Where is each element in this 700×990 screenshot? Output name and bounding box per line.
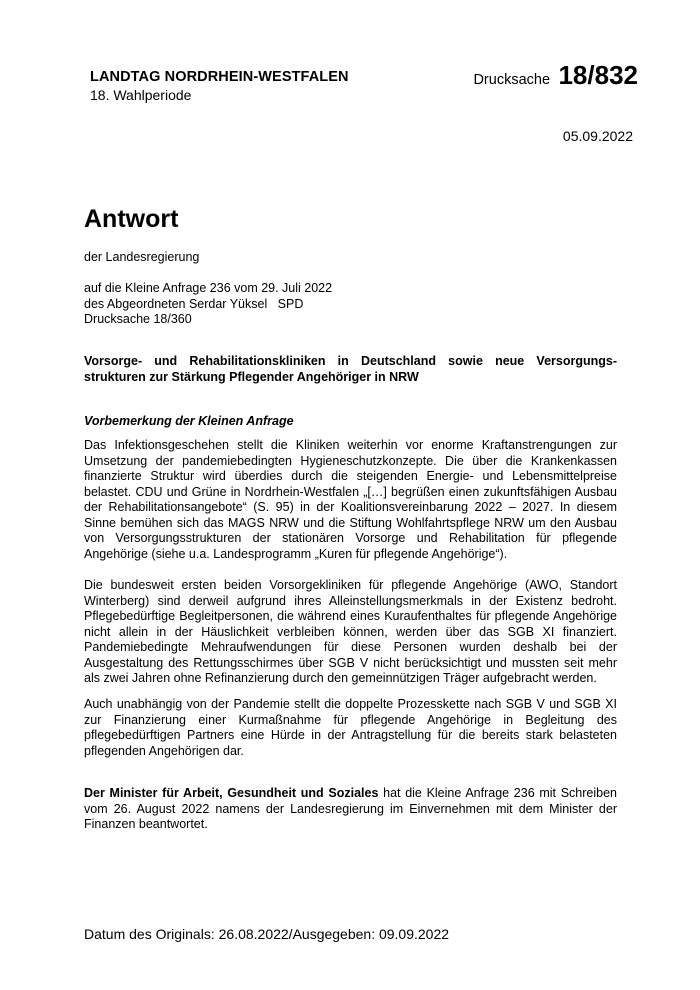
document-date: 05.09.2022 [562, 128, 633, 144]
document-title: Antwort [84, 205, 179, 233]
minister-statement: hat die Kleine Anfrage 236 mit Schreiben vom 26. August 2022 namens der Landesregierung im Einvernehmen mit dem Minister der Finanzen beantwortet. [84, 786, 617, 831]
footer-dates: Datum des Originals: 26.08.2022/Ausgegeben: 09.09.2022 [84, 926, 450, 942]
drucksache-block [473, 60, 638, 91]
drucksache-number: 18/832 [558, 60, 638, 90]
body-paragraph: Die bundesweit ersten beiden Vorsorgekliniken für pflegende Angehörige (AWO, Standort Winterberg) sind derweil aufgrund ihres Alleinstellungsmerkmals in der Existenz bedroht. Pflegebedürftige Begleitpersonen, die während eines Kuraufenthaltes für pflegende Angehörige nicht allein in der Häuslichkeit verbleiben können, werden über das SGB XI finanziert. Pandemiebedingte Mehraufwendungen für diese Personen wurden deshalb bei der Ausgestaltung des Rettungsschirmes über SGB V nicht berücksichtigt und mussten seit mehr als zwei Jahren ohne Refinanzierung durch den gemeinnützigen Träger aufgebracht werden. [84, 578, 617, 685]
inquiry-line: des Abgeordneten Serdar Yüksel SPD [84, 296, 304, 311]
inquiry-reference [84, 281, 332, 328]
inquiry-topic: Vorsorge- und Rehabilitationskliniken in Deutschland sowie neue Versorgungs-strukturen zur Stärkung Pflegender Angehöriger in NRW [84, 354, 617, 384]
body-paragraph: Das Infektionsgeschehen stellt die Kliniken weiterhin vor enorme Kraftanstrengungen zur Umsetzung der pandemiebedingten Hygieneschutzkonzepte. Die über die Krankenkassen finanzierte Struktur wird überdies durch die steigenden Energie- und Lebensmittelpreise belastet. CDU und Grüne in Nordrhein-Westfalen „[…] begrüßen einen zukunftsfähigen Ausbau der Rehabilitationsangebote“ (S. 95) in der Koalitionsvereinbarung 2022 – 2027. In diesem Sinne bemühen sich das MAGS NRW und die Stiftung Wohlfahrtspflege NRW um den Ausbau von Versorgungsstrukturen der stationären Vorsorge und Rehabilitation für pflegende Angehörige (siehe u.a. Landesprogramm „Kuren für pflegende Angehörige“). [84, 438, 617, 561]
body-paragraph: Auch unabhängig von der Pandemie stellt die doppelte Prozesskette nach SGB V und SGB XI zur Finanzierung einer Kurmaßnahme für pflegende Angehörige in Begleitung des pflegebedürftigen Partners eine Hürde in der Antragstellung für die bereits stark belasteten pflegenden Angehörigen dar. [84, 697, 617, 758]
answer-source: der Landesregierung [84, 250, 200, 264]
minister-title: Der Minister für Arbeit, Gesundheit und Soziales [84, 786, 379, 800]
inquiry-line: Drucksache 18/360 [84, 312, 192, 326]
drucksache-label: Drucksache [473, 72, 551, 88]
preliminary-heading: Vorbemerkung der Kleinen Anfrage [84, 414, 294, 428]
minister-paragraph [84, 786, 617, 833]
inquiry-line: auf die Kleine Anfrage 236 vom 29. Juli 2022 [84, 281, 333, 295]
parliament-name: LANDTAG NORDRHEIN-WESTFALEN [90, 69, 349, 85]
legislative-period: 18. Wahlperiode [90, 87, 192, 103]
